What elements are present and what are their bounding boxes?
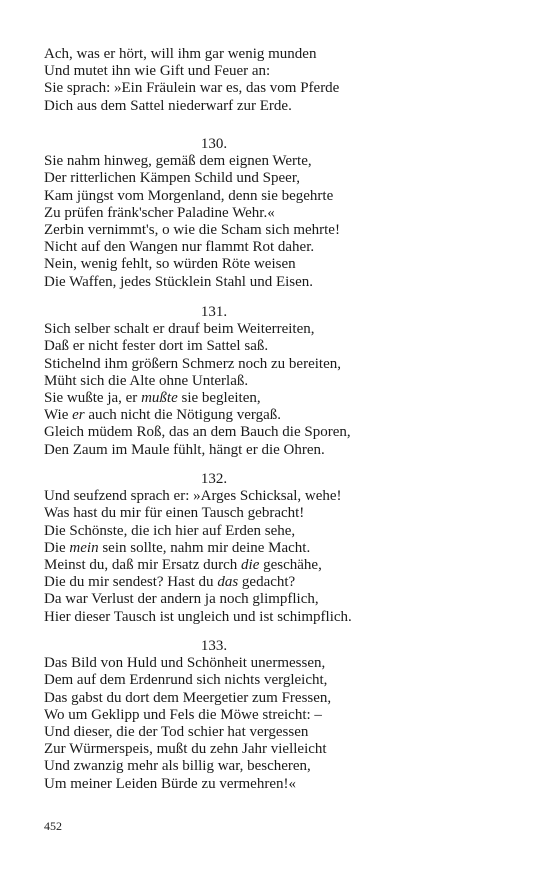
verse-line (44, 321, 384, 338)
italic-word: mußte (141, 389, 178, 406)
verse-line (44, 338, 384, 355)
verse-line (44, 222, 384, 239)
verse-text: Sie sprach: »Ein Fräulein war es, das vom Pferde (44, 80, 340, 97)
verse-line (44, 557, 384, 574)
verse-text: geschähe, (259, 556, 322, 573)
verse-text: sie begleiten, (177, 389, 261, 406)
verse-line (44, 540, 384, 557)
verse-text: Um meiner Leiden Bürde zu vermehren!« (44, 775, 296, 792)
verse-line (44, 63, 384, 80)
verse-text: Da war Verlust der andern ja noch glimpflich, (44, 591, 319, 608)
verse-line (44, 672, 384, 689)
verse-text: Und zwanzig mehr als billig war, bescheren, (44, 758, 311, 775)
stanza-number: 130. (200, 136, 228, 152)
italic-word: mein (69, 539, 99, 556)
verse-text: Zur Würmerspeis, mußt du zehn Jahr vielleicht (44, 741, 327, 758)
verse-line (44, 776, 384, 793)
verse-line (44, 690, 384, 707)
page-number: 452 (44, 819, 62, 833)
stanza-number: 133. (200, 638, 228, 654)
verse-line (44, 356, 384, 373)
verse-text: Sie nahm hinweg, gemäß dem eignen Werte, (44, 153, 312, 170)
verse-text: Stichelnd ihm größern Schmerz noch zu bereiten, (44, 355, 341, 372)
verse-line (44, 741, 384, 758)
verse-line (44, 239, 384, 256)
verse-line (44, 488, 384, 505)
stanza-number: 132. (200, 471, 228, 487)
verse-line (44, 98, 384, 115)
verse-text: Ach, was er hört, will ihm gar wenig munden (44, 46, 317, 62)
verse-line (44, 188, 384, 205)
stanza-133 (44, 638, 384, 793)
verse-line (44, 373, 384, 390)
verse-text: Wo um Geklipp und Fels die Möwe streicht: – (44, 706, 322, 723)
verse-text: Und seufzend sprach er: »Arges Schicksal, wehe! (44, 488, 342, 505)
verse-text: Sich selber schalt er drauf beim Weiterreiten, (44, 321, 315, 338)
verse-text: Den Zaum im Maule fühlt, hängt er die Ohren. (44, 441, 325, 458)
verse-line (44, 424, 384, 441)
verse-text: Kam jüngst vom Morgenland, denn sie begehrte (44, 187, 334, 204)
verse-text: Die (44, 539, 70, 556)
stanza-131 (44, 304, 384, 459)
verse-line (44, 46, 384, 63)
verse-line (44, 574, 384, 591)
stanza-130 (44, 136, 384, 291)
verse-line (44, 505, 384, 522)
italic-word: er (72, 407, 85, 424)
verse-text: Daß er nicht fester dort im Sattel saß. (44, 338, 269, 355)
stanza-fragment (44, 46, 384, 115)
verse-line (44, 724, 384, 741)
verse-text: sein sollte, nahm mir deine Macht. (98, 539, 311, 556)
verse-text: Nicht auf den Wangen nur flammt Rot daher. (44, 239, 315, 256)
verse-text: Der ritterlichen Kämpen Schild und Speer, (44, 170, 300, 187)
stanza-number: 131. (200, 304, 228, 320)
verse-text: Zerbin vernimmt's, o wie die Scham sich mehrte! (44, 221, 340, 238)
verse-text: Meinst du, daß mir Ersatz durch (44, 556, 242, 573)
verse-line (44, 170, 384, 187)
verse-text: Dem auf dem Erdenrund sich nichts vergleicht, (44, 672, 328, 689)
verse-text: Die du mir sendest? Hast du (44, 574, 218, 591)
verse-line (44, 80, 384, 97)
verse-text: Nein, wenig fehlt, so würden Röte weisen (44, 256, 296, 273)
verse-line (44, 442, 384, 459)
verse-line (44, 591, 384, 608)
verse-text: auch nicht die Nötigung vergaß. (84, 407, 281, 424)
verse-text: Hier dieser Tausch ist ungleich und ist schimpflich. (44, 608, 352, 625)
stanza-132 (44, 471, 384, 626)
verse-line (44, 655, 384, 672)
verse-text: Wie (44, 407, 73, 424)
verse-line (44, 390, 384, 407)
verse-text: Die Schönste, die ich hier auf Erden sehe, (44, 522, 296, 539)
verse-text: Gleich müdem Roß, das an dem Bauch die Sporen, (44, 424, 351, 441)
verse-text: Die Waffen, jedes Stücklein Stahl und Eisen. (44, 273, 314, 290)
verse-text: Müht sich die Alte ohne Unterlaß. (44, 372, 249, 389)
verse-line (44, 205, 384, 222)
verse-line (44, 256, 384, 273)
verse-line (44, 274, 384, 291)
verse-line (44, 609, 384, 626)
verse-text: Das gabst du dort dem Meergetier zum Fressen, (44, 689, 332, 706)
verse-line (44, 407, 384, 424)
verse-text: Das Bild von Huld und Schönheit unermessen, (44, 655, 326, 672)
verse-text: gedacht? (238, 574, 296, 591)
verse-line (44, 707, 384, 724)
verse-line (44, 523, 384, 540)
verse-text: Sie wußte ja, er (44, 389, 142, 406)
verse-text: Und mutet ihn wie Gift und Feuer an: (44, 63, 271, 80)
verse-text: Und dieser, die der Tod schier hat vergessen (44, 723, 309, 740)
verse-line (44, 153, 384, 170)
verse-text: Dich aus dem Sattel niederwarf zur Erde. (44, 97, 292, 114)
italic-word: das (217, 574, 239, 591)
verse-text: Was hast du mir für einen Tausch gebracht! (44, 505, 305, 522)
verse-line (44, 758, 384, 775)
italic-word: die (241, 556, 260, 573)
verse-text: Zu prüfen fränk'scher Paladine Wehr.« (44, 204, 275, 221)
